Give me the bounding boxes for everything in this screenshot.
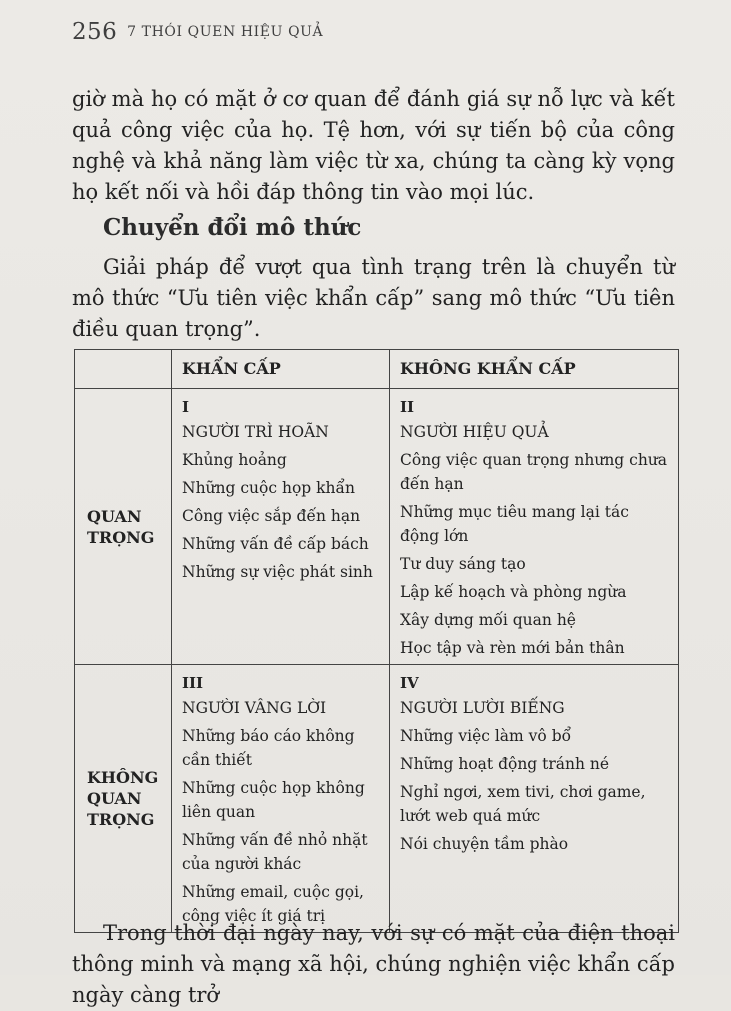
quadrant-list <box>182 448 389 584</box>
table-header-row <box>75 350 679 389</box>
quadrant-list <box>400 448 678 660</box>
list-item: Lập kế hoạch và phòng ngừa <box>400 583 627 601</box>
quadrant-number: III <box>182 674 204 692</box>
running-title: 7 THÓI QUEN HIỆU QUẢ <box>127 24 324 40</box>
list-item: Tư duy sáng tạo <box>400 555 526 573</box>
quadrant-role: NGƯỜI VÂNG LỜI <box>182 699 327 717</box>
quadrant-number: II <box>400 398 415 416</box>
intro-paragraph: giờ mà họ có mặt ở cơ quan để đánh giá sự nỗ lực và kết quả công việc của họ. Tệ hơn, với sự tiến bộ của công nghệ và khả năng làm việc từ xa, chúng ta càng kỳ vọng họ kết nối và hồi đáp thông tin vào mọi lúc. <box>72 87 675 204</box>
list-item: Nói chuyện tầm phào <box>400 835 569 853</box>
list-item: Những vấn đề nhỏ nhặt của người khác <box>182 831 368 873</box>
quadrant-role: NGƯỜI LƯỜI BIẾNG <box>400 699 565 717</box>
quadrant-i <box>172 389 390 665</box>
list-item: Những cuộc họp khẩn <box>182 479 355 497</box>
table-header-not-urgent: KHÔNG KHẨN CẤP <box>390 350 679 389</box>
quadrant-list <box>400 724 678 856</box>
page-header <box>72 18 323 46</box>
closing-paragraph: Trong thời đại ngày nay, với sự có mặt của điện thoại thông minh và mạng xã hội, chúng nghiện việc khẩn cấp ngày càng trở <box>72 921 675 1007</box>
list-item: Công việc sắp đến hạn <box>182 507 361 525</box>
list-item: Những cuộc họp không liên quan <box>182 779 365 821</box>
section-title: Chuyển đổi mô thức <box>103 214 362 241</box>
list-item: Công việc quan trọng nhưng chưa đến hạn <box>400 451 668 493</box>
table-header-empty <box>75 350 172 389</box>
table-row-important <box>75 389 679 665</box>
list-item: Những sự việc phát sinh <box>182 563 373 581</box>
quadrant-iii <box>172 665 390 933</box>
list-item: Những mục tiêu mang lại tác động lớn <box>400 503 629 545</box>
table-header-urgent: KHẨN CẤP <box>172 350 390 389</box>
list-item: Những việc làm vô bổ <box>400 727 572 745</box>
quadrant-role: NGƯỜI HIỆU QUẢ <box>400 423 549 441</box>
quadrant-ii <box>390 389 679 665</box>
row-label-important: QUAN TRỌNG <box>75 389 172 665</box>
list-item: Những báo cáo không cần thiết <box>182 727 355 769</box>
list-item: Những hoạt động tránh né <box>400 755 610 773</box>
quadrant-list <box>182 724 389 928</box>
quadrant-role: NGƯỜI TRÌ HOÃN <box>182 423 329 441</box>
list-item: Học tập và rèn mới bản thân <box>400 639 625 657</box>
list-item: Xây dựng mối quan hệ <box>400 611 576 629</box>
page-number: 256 <box>72 19 118 45</box>
list-item: Những vấn đề cấp bách <box>182 535 369 553</box>
quadrant-number: IV <box>400 674 419 692</box>
quadrant-iv <box>390 665 679 933</box>
quadrant-number: I <box>182 398 190 416</box>
priority-matrix-table <box>74 349 679 933</box>
list-item: Những email, cuộc gọi, công việc ít giá trị <box>182 883 364 925</box>
list-item: Nghỉ ngơi, xem tivi, chơi game, lướt web quá mức <box>400 783 646 825</box>
list-item: Khủng hoảng <box>182 451 287 469</box>
table-row-not-important <box>75 665 679 933</box>
row-label-not-important: KHÔNG QUAN TRỌNG <box>75 665 172 933</box>
section-lead-paragraph: Giải pháp để vượt qua tình trạng trên là chuyển từ mô thức “Ưu tiên việc khẩn cấp” sang mô thức “Ưu tiên điều quan trọng”. <box>72 255 675 341</box>
